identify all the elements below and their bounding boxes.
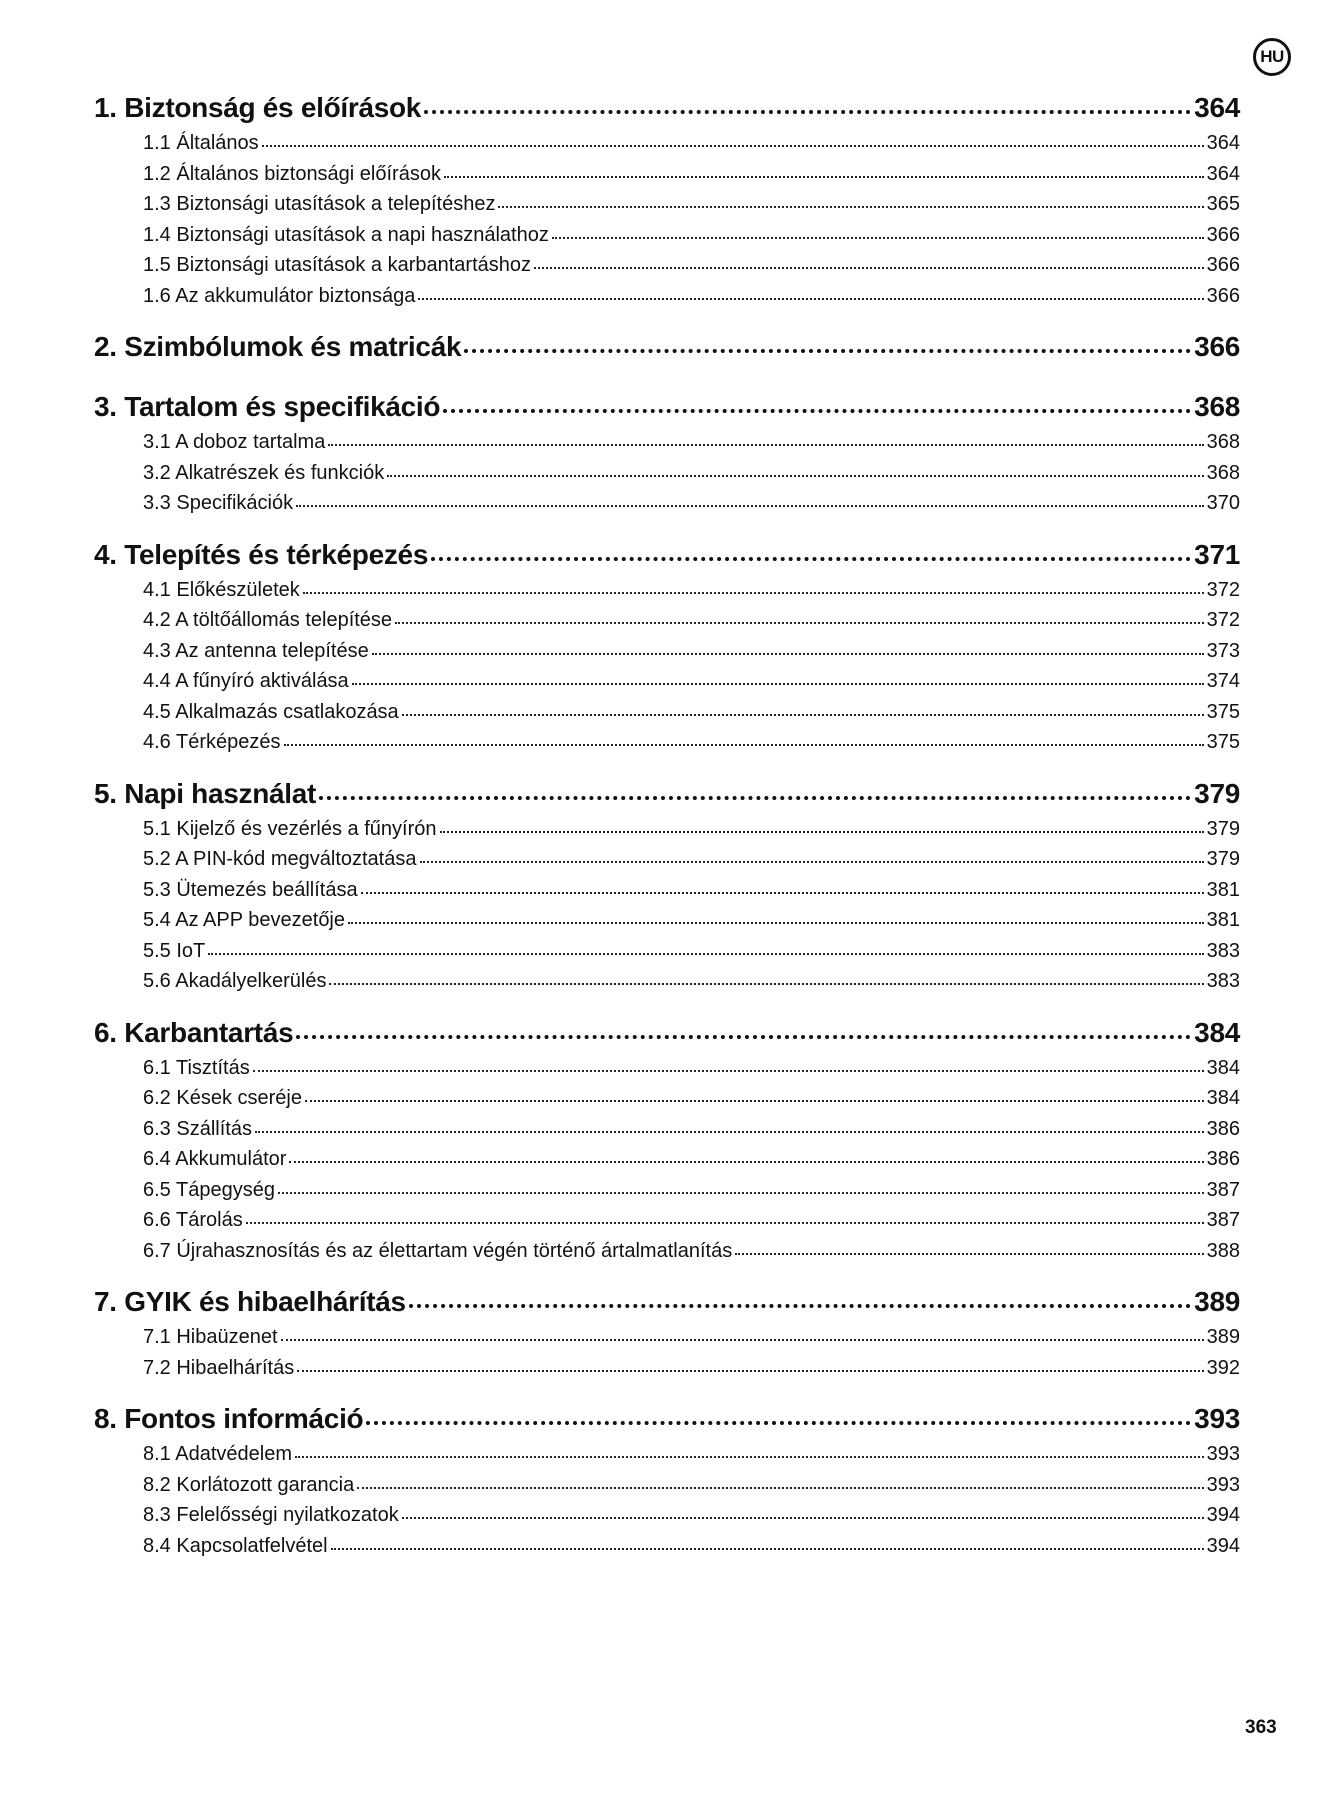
dot-leader — [319, 795, 1191, 800]
dot-leader — [284, 743, 1204, 746]
toc-chapter[interactable] — [94, 88, 1240, 128]
toc-item-page: 393 — [1206, 1473, 1240, 1496]
toc-item[interactable] — [94, 1439, 1240, 1470]
toc-section — [94, 1282, 1240, 1383]
dot-leader — [253, 1069, 1204, 1072]
dot-leader — [296, 504, 1204, 507]
toc-item-title: 5.5 IoT — [143, 939, 206, 962]
dot-leader — [331, 1547, 1204, 1550]
toc-item-title: 1.3 Biztonsági utasítások a telepítéshez — [143, 193, 496, 215]
toc-item-page: 389 — [1206, 1326, 1240, 1348]
toc-chapter[interactable] — [94, 1282, 1240, 1322]
toc-chapter-page: 366 — [1194, 331, 1240, 362]
toc-item-page: 374 — [1206, 670, 1240, 692]
toc-item-title: 1.2 Általános biztonsági előírások — [143, 162, 441, 185]
toc-item-title: 7.1 Hibaüzenet — [143, 1326, 278, 1348]
toc-chapter-page: 371 — [1194, 538, 1240, 570]
toc-item-page: 375 — [1206, 700, 1240, 723]
toc-item[interactable] — [94, 605, 1240, 636]
table-of-contents — [94, 88, 1240, 1577]
toc-chapter-title: 7. GYIK és hibaelhárítás — [94, 1286, 406, 1317]
toc-item[interactable] — [94, 1175, 1240, 1206]
dot-leader — [552, 236, 1204, 239]
dot-leader — [305, 1099, 1204, 1102]
dot-leader — [418, 297, 1203, 300]
toc-item-title: 6.7 Újrahasznosítás és az élettartam végén történő ártalmatlanítás — [143, 1239, 733, 1262]
toc-item-title: 1.1 Általános — [143, 132, 259, 154]
dot-leader — [431, 556, 1191, 561]
dot-leader — [281, 1338, 1204, 1341]
toc-item[interactable] — [94, 1353, 1240, 1384]
dot-leader — [295, 1455, 1204, 1458]
dot-leader — [262, 144, 1204, 147]
dot-leader — [464, 348, 1191, 353]
toc-item[interactable] — [94, 814, 1240, 845]
toc-item[interactable] — [94, 936, 1240, 967]
dot-leader — [296, 1034, 1191, 1039]
toc-chapter-title: 4. Telepítés és térképezés — [94, 538, 429, 570]
page-number: 363 — [1245, 1717, 1277, 1738]
toc-item-page: 387 — [1206, 1178, 1240, 1201]
dot-leader — [361, 891, 1204, 894]
toc-item-title: 5.6 Akadályelkerülés — [143, 970, 327, 992]
toc-item-title: 8.3 Felelősségi nyilatkozatok — [143, 1504, 399, 1526]
toc-item-page: 366 — [1206, 223, 1240, 246]
toc-item[interactable] — [94, 966, 1240, 997]
toc-item-title: 8.2 Korlátozott garancia — [143, 1473, 355, 1496]
dot-leader — [443, 408, 1191, 413]
toc-section — [94, 387, 1240, 519]
toc-item[interactable] — [94, 189, 1240, 220]
toc-item-page: 372 — [1206, 578, 1240, 601]
dot-leader — [402, 713, 1204, 716]
toc-item-page: 368 — [1206, 461, 1240, 484]
toc-item-page: 387 — [1206, 1209, 1240, 1231]
toc-chapter[interactable] — [94, 387, 1240, 427]
toc-item[interactable] — [94, 458, 1240, 489]
dot-leader — [395, 621, 1204, 624]
dot-leader — [348, 921, 1204, 924]
dot-leader — [246, 1221, 1204, 1224]
toc-item-page: 379 — [1206, 817, 1240, 840]
toc-item-page: 366 — [1206, 284, 1240, 307]
toc-item-title: 6.5 Tápegység — [143, 1178, 275, 1201]
language-badge: HU — [1253, 38, 1291, 76]
toc-item-page: 370 — [1206, 492, 1240, 514]
toc-section — [94, 774, 1240, 997]
toc-item-title: 5.1 Kijelző és vezérlés a fűnyírón — [143, 817, 437, 840]
toc-chapter[interactable] — [94, 1399, 1240, 1439]
toc-item-page: 375 — [1206, 731, 1240, 753]
dot-leader — [278, 1191, 1204, 1194]
dot-leader — [498, 205, 1203, 208]
toc-item-page: 383 — [1206, 970, 1240, 992]
toc-chapter[interactable] — [94, 535, 1240, 575]
toc-chapter-title: 1. Biztonság és előírások — [94, 92, 422, 123]
dot-leader — [289, 1160, 1203, 1163]
toc-item[interactable] — [94, 1144, 1240, 1175]
toc-item-page: 372 — [1206, 609, 1240, 631]
toc-item-page: 384 — [1206, 1056, 1240, 1079]
toc-item[interactable] — [94, 427, 1240, 458]
toc-item-title: 5.4 Az APP bevezetője — [143, 909, 346, 931]
toc-section — [94, 535, 1240, 758]
toc-item-page: 386 — [1206, 1148, 1240, 1170]
toc-item-title: 1.6 Az akkumulátor biztonsága — [143, 284, 416, 307]
toc-item-page: 394 — [1206, 1534, 1240, 1557]
toc-item-page: 394 — [1206, 1504, 1240, 1526]
toc-item[interactable] — [94, 905, 1240, 936]
toc-item-title: 3.1 A doboz tartalma — [143, 431, 326, 453]
dot-leader — [366, 1420, 1191, 1425]
toc-item-title: 4.1 Előkészületek — [143, 578, 300, 601]
toc-item-title: 1.5 Biztonsági utasítások a karbantartáshoz — [143, 254, 532, 276]
dot-leader — [424, 109, 1191, 114]
toc-item-title: 7.2 Hibaelhárítás — [143, 1356, 295, 1379]
toc-item[interactable] — [94, 1531, 1240, 1562]
toc-section — [94, 1013, 1240, 1267]
toc-item-page: 366 — [1206, 254, 1240, 276]
dot-leader — [444, 175, 1204, 178]
toc-item-title: 1.4 Biztonsági utasítások a napi használathoz — [143, 223, 549, 246]
dot-leader — [352, 682, 1204, 685]
toc-chapter-page: 368 — [1194, 391, 1240, 422]
toc-item-title: 4.6 Térképezés — [143, 731, 281, 753]
toc-section — [94, 88, 1240, 311]
toc-item-page: 364 — [1206, 162, 1240, 185]
toc-item-title: 5.3 Ütemezés beállítása — [143, 878, 358, 901]
toc-item-title: 5.2 A PIN-kód megváltoztatása — [143, 848, 417, 870]
toc-item-title: 8.4 Kapcsolatfelvétel — [143, 1534, 328, 1557]
toc-item-page: 379 — [1206, 848, 1240, 870]
toc-item-title: 6.4 Akkumulátor — [143, 1148, 287, 1170]
toc-item-title: 3.2 Alkatrészek és funkciók — [143, 461, 385, 484]
toc-item-page: 388 — [1206, 1239, 1240, 1262]
dot-leader — [303, 591, 1204, 594]
toc-chapter-title: 2. Szimbólumok és matricák — [94, 331, 462, 362]
toc-item[interactable] — [94, 636, 1240, 667]
toc-item-title: 6.3 Szállítás — [143, 1117, 252, 1140]
dot-leader — [255, 1130, 1204, 1133]
toc-item[interactable] — [94, 1205, 1240, 1236]
toc-item-page: 384 — [1206, 1087, 1240, 1109]
toc-item[interactable] — [94, 1083, 1240, 1114]
toc-chapter-title: 6. Karbantartás — [94, 1016, 294, 1048]
toc-item-page: 381 — [1206, 909, 1240, 931]
toc-item-title: 6.1 Tisztítás — [143, 1056, 250, 1079]
toc-item[interactable] — [94, 488, 1240, 519]
toc-item[interactable] — [94, 250, 1240, 281]
dot-leader — [420, 860, 1204, 863]
toc-item-title: 4.5 Alkalmazás csatlakozása — [143, 700, 399, 723]
toc-item-page: 381 — [1206, 878, 1240, 901]
toc-item[interactable] — [94, 128, 1240, 159]
dot-leader — [328, 443, 1203, 446]
toc-chapter-page: 364 — [1194, 92, 1240, 123]
toc-item-title: 4.4 A fűnyíró aktiválása — [143, 670, 349, 692]
toc-item[interactable] — [94, 1236, 1240, 1267]
toc-item-page: 373 — [1206, 639, 1240, 662]
dot-leader — [297, 1369, 1203, 1372]
toc-item-title: 6.2 Kések cseréje — [143, 1087, 302, 1109]
toc-item[interactable] — [94, 575, 1240, 606]
toc-chapter-title: 3. Tartalom és specifikáció — [94, 391, 441, 422]
toc-item-title: 4.2 A töltőállomás telepítése — [143, 609, 393, 631]
toc-item[interactable] — [94, 220, 1240, 251]
dot-leader — [357, 1486, 1203, 1489]
toc-item-page: 365 — [1206, 193, 1240, 215]
toc-chapter-page: 384 — [1194, 1016, 1240, 1048]
toc-chapter-title: 5. Napi használat — [94, 777, 317, 809]
dot-leader — [534, 266, 1204, 269]
toc-section — [94, 327, 1240, 367]
toc-chapter[interactable] — [94, 327, 1240, 367]
toc-item-title: 8.1 Adatvédelem — [143, 1443, 292, 1465]
toc-item-page: 393 — [1206, 1443, 1240, 1465]
toc-item[interactable] — [94, 1114, 1240, 1145]
toc-item-title: 3.3 Specifikációk — [143, 492, 294, 514]
toc-item-page: 386 — [1206, 1117, 1240, 1140]
toc-item[interactable] — [94, 844, 1240, 875]
toc-item[interactable] — [94, 159, 1240, 190]
dot-leader — [329, 982, 1203, 985]
toc-section — [94, 1399, 1240, 1561]
toc-item[interactable] — [94, 697, 1240, 728]
dot-leader — [387, 474, 1203, 477]
toc-chapter[interactable] — [94, 774, 1240, 814]
toc-item[interactable] — [94, 1053, 1240, 1084]
toc-item-page: 368 — [1206, 431, 1240, 453]
toc-item-title: 4.3 Az antenna telepítése — [143, 639, 369, 662]
toc-chapter-page: 393 — [1194, 1403, 1240, 1434]
dot-leader — [409, 1303, 1191, 1308]
toc-chapter-page: 379 — [1194, 777, 1240, 809]
toc-item[interactable] — [94, 1322, 1240, 1353]
toc-item[interactable] — [94, 875, 1240, 906]
toc-item[interactable] — [94, 1470, 1240, 1501]
toc-chapter[interactable] — [94, 1013, 1240, 1053]
toc-item[interactable] — [94, 727, 1240, 758]
toc-item-page: 392 — [1206, 1356, 1240, 1379]
toc-item[interactable] — [94, 666, 1240, 697]
toc-item[interactable] — [94, 281, 1240, 312]
toc-chapter-page: 389 — [1194, 1286, 1240, 1317]
dot-leader — [208, 952, 1203, 955]
toc-item-page: 364 — [1206, 132, 1240, 154]
toc-item-page: 383 — [1206, 939, 1240, 962]
dot-leader — [372, 652, 1204, 655]
dot-leader — [735, 1252, 1203, 1255]
toc-item[interactable] — [94, 1500, 1240, 1531]
toc-chapter-title: 8. Fontos információ — [94, 1403, 364, 1434]
dot-leader — [402, 1516, 1204, 1519]
toc-item-title: 6.6 Tárolás — [143, 1209, 243, 1231]
dot-leader — [440, 830, 1204, 833]
